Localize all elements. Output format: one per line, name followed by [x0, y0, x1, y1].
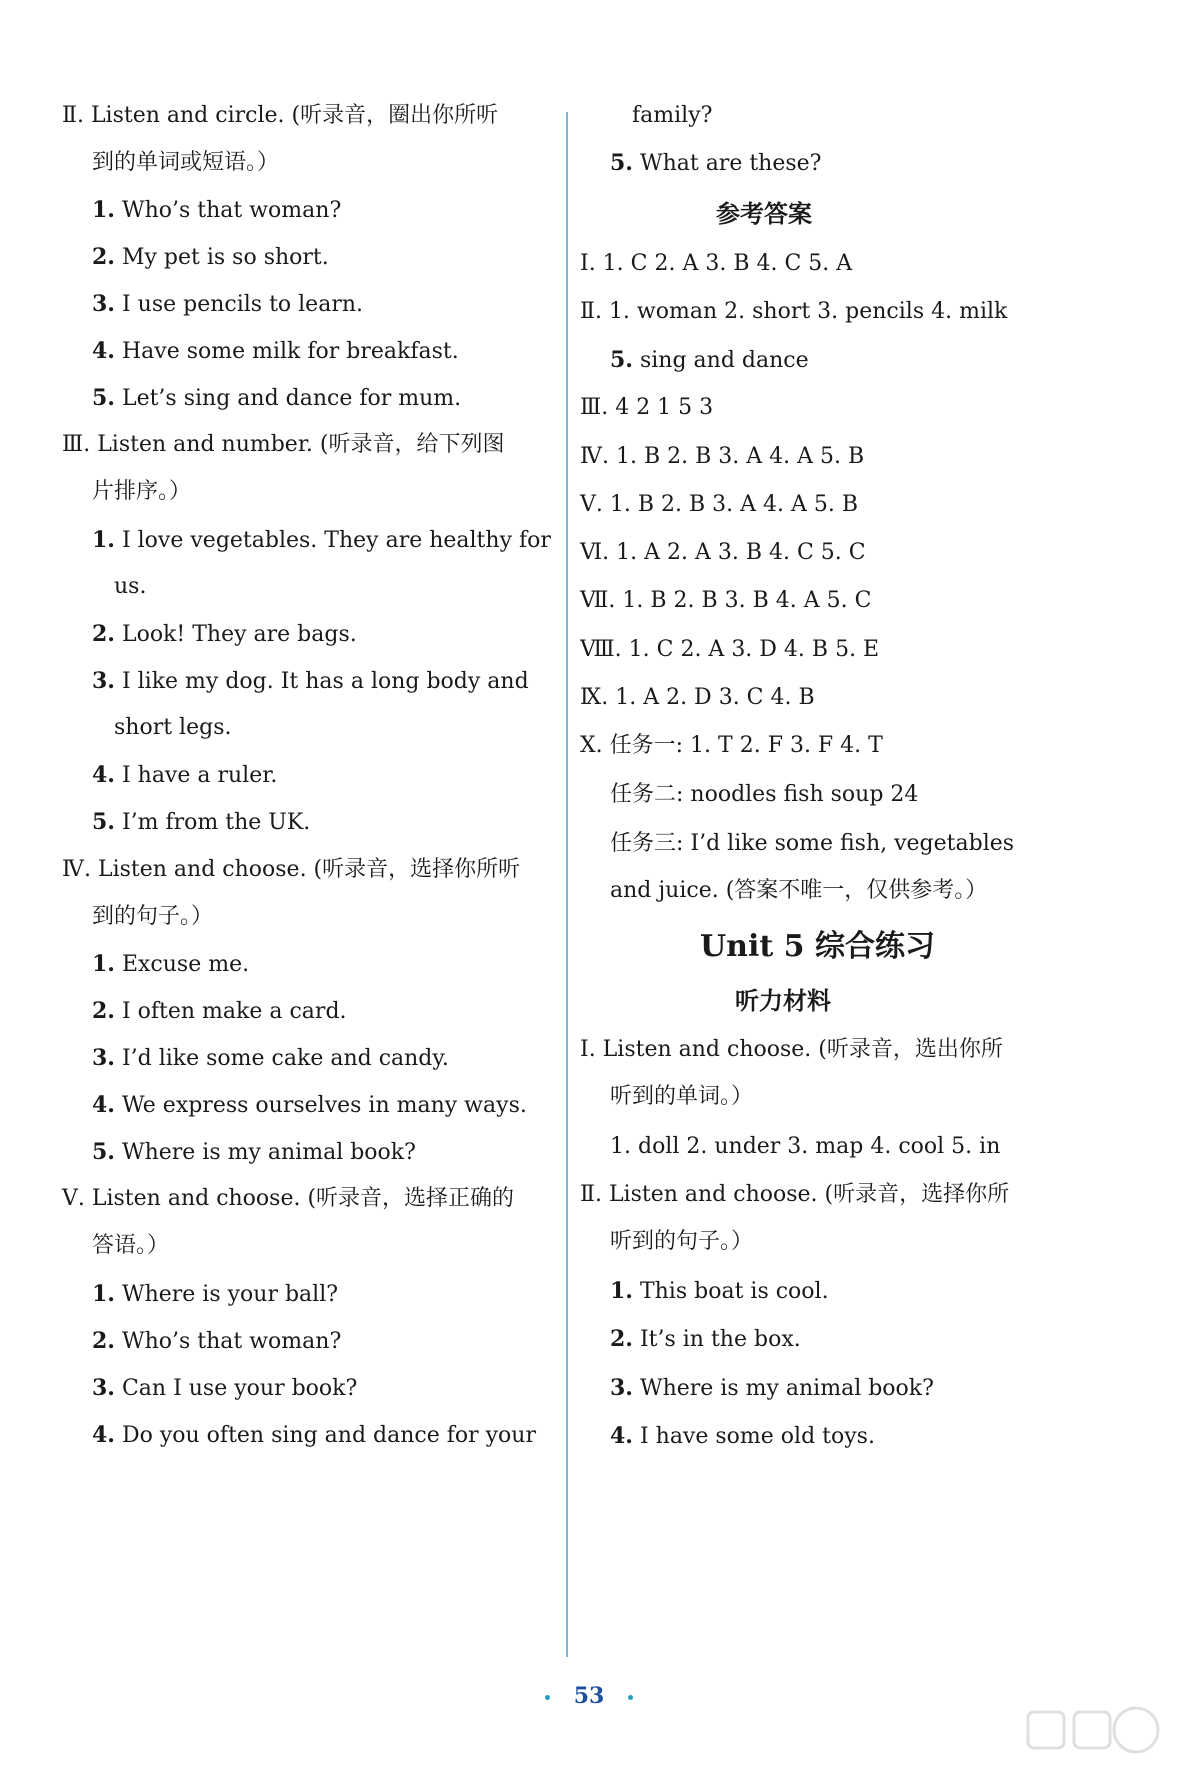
item-number: 2.	[610, 1326, 633, 1352]
right-line	[580, 393, 713, 423]
item-number: 5.	[92, 809, 115, 835]
line-text: Ⅲ. Listen and number. (听录音，给下列图	[62, 432, 505, 457]
item-number: 4.	[610, 1423, 633, 1449]
item-number: 2.	[92, 621, 115, 647]
right-line	[580, 490, 858, 520]
line-text: Ⅱ. 1. woman 2. short 3. pencils 4. milk	[580, 299, 1008, 324]
watermark-logo	[1018, 1698, 1168, 1788]
right-line	[610, 345, 809, 376]
unit-title: Unit 5 综合练习	[700, 929, 935, 964]
line-text: Excuse me.	[114, 952, 250, 977]
line-text: 到的句子。）	[92, 904, 214, 929]
right-line	[610, 1421, 875, 1452]
left-line	[92, 525, 551, 556]
left-line	[92, 1420, 536, 1451]
line-text: Do you often sing and dance for your	[114, 1423, 536, 1448]
left-line	[92, 949, 249, 980]
line-text: Ⅴ. 1. B 2. B 3. A 4. A 5. B	[580, 492, 859, 517]
line-text: I use pencils to learn.	[114, 292, 363, 317]
right-line	[580, 1180, 1009, 1210]
line-text: 任务二: noodles fish soup 24	[610, 782, 919, 807]
line-text: Where is your ball?	[114, 1282, 339, 1307]
item-number: 1.	[92, 1281, 115, 1307]
line-text: 到的单词或短语。）	[92, 150, 280, 175]
line-text: I have a ruler.	[114, 763, 278, 788]
line-text: Ⅷ. 1. C 2. A 3. D 4. B 5. E	[580, 637, 880, 662]
line-text: Let’s sing and dance for mum.	[114, 386, 462, 411]
right-line	[610, 1227, 753, 1257]
line-text: Who’s that woman?	[114, 1329, 342, 1354]
right-line	[610, 829, 1014, 859]
left-line	[92, 383, 461, 414]
left-line	[92, 996, 347, 1027]
item-number: 5.	[610, 150, 633, 176]
left-line	[92, 148, 279, 178]
left-line	[62, 1184, 514, 1214]
line-text: Who’s that woman?	[114, 198, 342, 223]
item-number: 3.	[92, 1045, 115, 1071]
item-number: 5.	[610, 347, 633, 373]
line-text: Ⅰ. 1. C 2. A 3. B 4. C 5. A	[580, 251, 853, 276]
left-line	[92, 1043, 449, 1074]
right-line	[580, 538, 866, 568]
right-line	[580, 297, 1007, 327]
listening-heading: 听力材料	[735, 986, 831, 1015]
item-number: 1.	[92, 197, 115, 223]
line-text: It’s in the box.	[632, 1327, 801, 1352]
line-text: Ⅹ. 任务一: 1. T 2. F 3. F 4. T	[580, 733, 883, 758]
page-number-text: 53	[573, 1683, 605, 1709]
left-line	[92, 619, 357, 650]
item-number: 2.	[92, 244, 115, 270]
right-line	[580, 586, 872, 616]
line-text: Ⅱ. Listen and circle. (听录音，圈出你所听	[62, 103, 499, 128]
page-dot-left	[545, 1695, 550, 1700]
left-line	[92, 807, 310, 838]
right-line	[610, 1276, 829, 1307]
right-line	[610, 780, 918, 810]
right-line	[580, 442, 864, 472]
item-number: 4.	[92, 338, 115, 364]
line-text: short legs.	[114, 715, 232, 740]
right-line	[610, 1373, 934, 1404]
left-line	[114, 572, 146, 602]
left-line	[92, 1090, 527, 1121]
left-line	[92, 242, 329, 273]
line-text: I often make a card.	[114, 999, 347, 1024]
right-line	[610, 1132, 1000, 1162]
line-text: We express ourselves in many ways.	[114, 1093, 527, 1118]
left-line	[92, 1326, 341, 1357]
line-text: I’m from the UK.	[114, 810, 311, 835]
left-line	[92, 1373, 357, 1404]
item-number: 4.	[92, 1422, 115, 1448]
line-text: Ⅳ. Listen and choose. (听录音，选择你所听	[62, 857, 521, 882]
line-text: sing and dance	[632, 348, 809, 373]
left-line	[92, 760, 277, 791]
line-text: Ⅶ. 1. B 2. B 3. B 4. A 5. C	[580, 588, 872, 613]
line-text: family?	[632, 103, 713, 128]
line-text: 听到的句子。）	[610, 1229, 754, 1254]
left-line	[62, 430, 505, 460]
line-text: 答语。）	[92, 1233, 170, 1258]
line-text: Ⅱ. Listen and choose. (听录音，选择你所	[580, 1182, 1010, 1207]
line-text: Ⅰ. Listen and choose. (听录音，选出你所	[580, 1037, 1003, 1062]
left-line	[62, 101, 498, 131]
right-line	[580, 249, 852, 279]
right-line	[580, 683, 815, 713]
right-line	[580, 1035, 1003, 1065]
left-line	[62, 855, 520, 885]
line-text: This boat is cool.	[632, 1279, 829, 1304]
line-text: 1. doll 2. under 3. map 4. cool 5. in	[610, 1134, 1001, 1159]
item-number: 4.	[92, 1092, 115, 1118]
line-text: Ⅲ. 4 2 1 5 3	[580, 395, 714, 420]
right-line	[580, 635, 879, 665]
page-number	[0, 1683, 1178, 1709]
line-text: What are these?	[632, 151, 822, 176]
line-text: I like my dog. It has a long body and	[114, 669, 529, 694]
column-divider	[566, 112, 568, 1657]
left-line	[114, 713, 231, 743]
line-text: Ⅳ. 1. B 2. B 3. A 4. A 5. B	[580, 444, 865, 469]
line-text: and juice. (答案不唯一，仅供参考。）	[610, 878, 988, 903]
line-text: us.	[114, 574, 147, 599]
right-line	[610, 148, 821, 179]
left-line	[92, 1231, 169, 1261]
line-text: Look! They are bags.	[114, 622, 357, 647]
line-text: Have some milk for breakfast.	[114, 339, 459, 364]
line-text: I have some old toys.	[632, 1424, 875, 1449]
right-line	[610, 1082, 753, 1112]
line-text: My pet is so short.	[114, 245, 329, 270]
line-text: Where is my animal book?	[632, 1376, 934, 1401]
item-number: 3.	[92, 291, 115, 317]
item-number: 5.	[92, 385, 115, 411]
left-line	[92, 289, 363, 320]
right-line	[610, 876, 987, 906]
line-text: Ⅵ. 1. A 2. A 3. B 4. C 5. C	[580, 540, 866, 565]
line-text: Can I use your book?	[114, 1376, 358, 1401]
item-number: 1.	[92, 527, 115, 553]
right-line	[632, 101, 712, 131]
item-number: 3.	[610, 1375, 633, 1401]
line-text: 听到的单词。）	[610, 1084, 754, 1109]
page-dot-right	[628, 1695, 633, 1700]
left-line	[92, 336, 459, 367]
item-number: 2.	[92, 998, 115, 1024]
left-line	[92, 1279, 338, 1310]
answers-heading: 参考答案	[716, 199, 812, 228]
left-line	[92, 195, 341, 226]
item-number: 3.	[92, 668, 115, 694]
right-line	[610, 1324, 801, 1355]
item-number: 5.	[92, 1139, 115, 1165]
item-number: 2.	[92, 1328, 115, 1354]
line-text: I’d like some cake and candy.	[114, 1046, 449, 1071]
line-text: I love vegetables. They are healthy for	[114, 528, 551, 553]
line-text: Ⅴ. Listen and choose. (听录音，选择正确的	[62, 1186, 515, 1211]
line-text: Where is my animal book?	[114, 1140, 416, 1165]
left-line	[92, 666, 529, 697]
left-line	[92, 902, 213, 932]
line-text: 任务三: I’d like some fish, vegetables	[610, 831, 1015, 856]
right-line	[580, 731, 883, 761]
left-line	[92, 477, 191, 507]
item-number: 1.	[610, 1278, 633, 1304]
item-number: 3.	[92, 1375, 115, 1401]
left-line	[92, 1137, 416, 1168]
line-text: 片排序。）	[92, 479, 192, 504]
item-number: 4.	[92, 762, 115, 788]
item-number: 1.	[92, 951, 115, 977]
line-text: Ⅸ. 1. A 2. D 3. C 4. B	[580, 685, 815, 710]
